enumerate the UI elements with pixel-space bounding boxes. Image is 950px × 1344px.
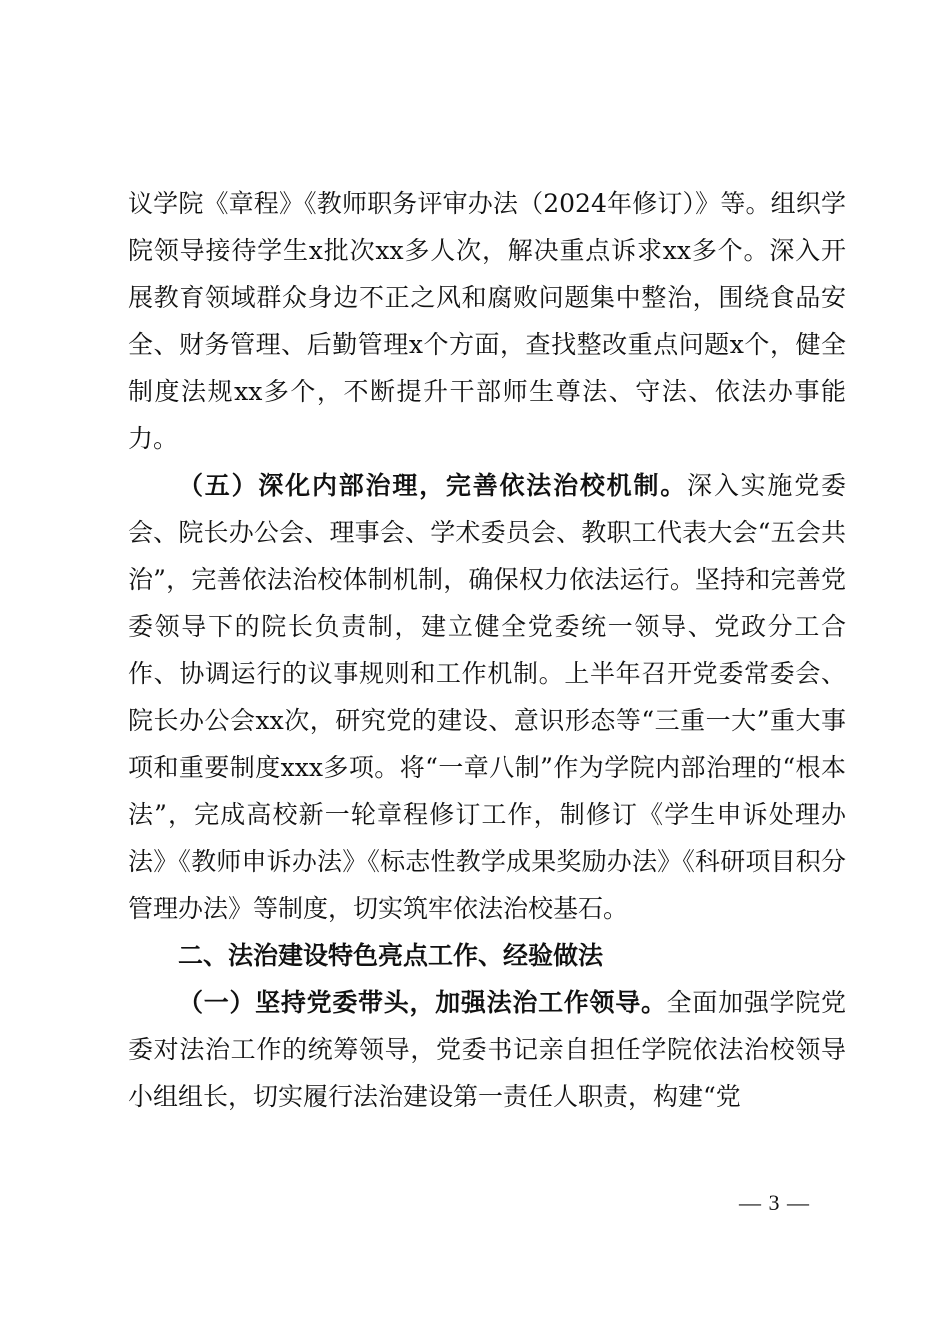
subsection-heading-1: （一）坚持党委带头，加强法治工作领导。: [178, 988, 667, 1017]
subsection-heading-5: （五）深化内部治理，完善依法治校机制。: [178, 471, 688, 500]
paragraph-section-5-body: 深入实施党委会、院长办公会、理事会、学术委员会、教职工代表大会“五会共治”，完善依法治校体制机制，确保权力依法运行。坚持和完善党委领导下的院长负责制，建立健全党委统一领导、党政分工合作、协调运行的议事规则和工作机制。上半年召开党委常委会、院长办公会xx次，研究党的建设、意识形态等“三重一大”重大事项和重要制度xxx多项。将“一章八制”作为学院内部治理的“根本法”，完成高校新一轮章程修订工作，制修订《学生申诉处理办法》《教师申诉办法》《标志性教学成果奖励办法》《科研项目积分管理办法》等制度，切实筑牢依法治校基石。: [128, 471, 846, 923]
section-heading-2: 二、法治建设特色亮点工作、经验做法: [178, 941, 604, 970]
page-number: — 3 —: [739, 1190, 810, 1215]
paragraph-section-2-1: [128, 979, 846, 1120]
paragraph-section-2-1-body: 全面加强学院党委对法治工作的统筹领导，党委书记亲自担任学院依法治校领导小组组长，切实履行法治建设第一责任人职责，构建“党: [128, 988, 846, 1111]
paragraph-continued: 议学院《章程》《教师职务评审办法（2024年修订）》等。组织学院领导接待学生x批次xx多人次，解决重点诉求xx多个。深入开展教育领域群众身边不正之风和腐败问题集中整治，围绕食品安全、财务管理、后勤管理x个方面，查找整改重点问题x个，健全制度法规xx多个，不断提升干部师生尊法、守法、依法办事能力。: [128, 189, 846, 453]
paragraph-section-5: [128, 462, 846, 932]
document-body: [128, 180, 846, 1120]
